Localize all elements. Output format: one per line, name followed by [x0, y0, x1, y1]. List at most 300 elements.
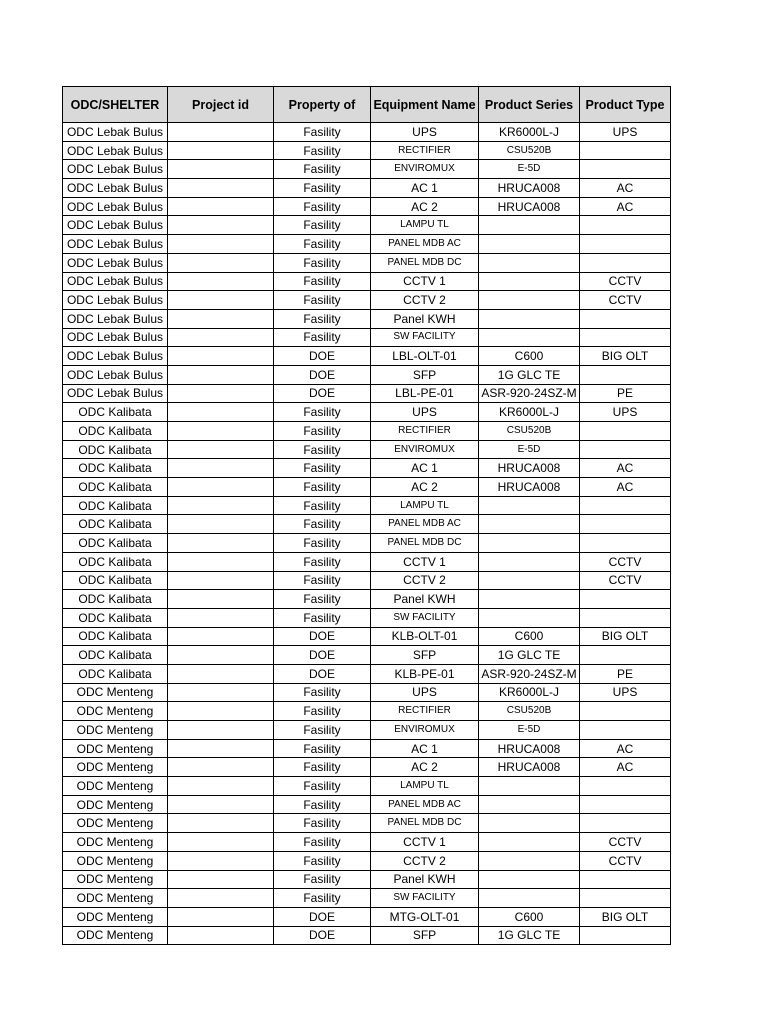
- odc-shelter-cell: ODC Lebak Bulus: [63, 216, 168, 235]
- product-series-cell: C600: [479, 347, 580, 366]
- product-series-cell: [479, 272, 580, 291]
- odc-shelter-cell: ODC Menteng: [63, 814, 168, 833]
- odc-shelter-cell: ODC Lebak Bulus: [63, 328, 168, 347]
- equipment-name-cell: SW FACILITY: [371, 608, 479, 627]
- table-row: [63, 328, 671, 347]
- property-of-cell: Fasility: [274, 422, 371, 441]
- table-row: [63, 459, 671, 478]
- project-id-cell: [168, 627, 274, 646]
- project-id-cell: [168, 197, 274, 216]
- product-series-cell: [479, 291, 580, 310]
- header-product-type: Product Type: [580, 87, 671, 123]
- product-type-cell: [580, 216, 671, 235]
- property-of-cell: Fasility: [274, 216, 371, 235]
- table-row: [63, 889, 671, 908]
- odc-shelter-cell: ODC Kalibata: [63, 478, 168, 497]
- project-id-cell: [168, 646, 274, 665]
- property-of-cell: Fasility: [274, 571, 371, 590]
- table-row: [63, 571, 671, 590]
- odc-shelter-cell: ODC Lebak Bulus: [63, 141, 168, 160]
- property-of-cell: Fasility: [274, 795, 371, 814]
- table-row: [63, 216, 671, 235]
- property-of-cell: Fasility: [274, 552, 371, 571]
- equipment-name-cell: SFP: [371, 926, 479, 945]
- equipment-name-cell: PANEL MDB AC: [371, 795, 479, 814]
- product-type-cell: [580, 235, 671, 254]
- equipment-name-cell: LAMPU TL: [371, 496, 479, 515]
- odc-shelter-cell: ODC Menteng: [63, 683, 168, 702]
- product-type-cell: PE: [580, 384, 671, 403]
- product-series-cell: [479, 833, 580, 852]
- odc-shelter-cell: ODC Menteng: [63, 795, 168, 814]
- odc-shelter-cell: ODC Kalibata: [63, 534, 168, 553]
- product-type-cell: AC: [580, 459, 671, 478]
- project-id-cell: [168, 384, 274, 403]
- equipment-name-cell: SFP: [371, 646, 479, 665]
- property-of-cell: Fasility: [274, 889, 371, 908]
- property-of-cell: Fasility: [274, 235, 371, 254]
- odc-shelter-cell: ODC Menteng: [63, 851, 168, 870]
- product-type-cell: [580, 777, 671, 796]
- odc-shelter-cell: ODC Lebak Bulus: [63, 365, 168, 384]
- project-id-cell: [168, 515, 274, 534]
- project-id-cell: [168, 365, 274, 384]
- product-series-cell: KR6000L-J: [479, 683, 580, 702]
- project-id-cell: [168, 870, 274, 889]
- equipment-name-cell: CCTV 2: [371, 571, 479, 590]
- odc-shelter-cell: ODC Menteng: [63, 889, 168, 908]
- equipment-name-cell: AC 2: [371, 478, 479, 497]
- product-series-cell: [479, 328, 580, 347]
- odc-shelter-cell: ODC Lebak Bulus: [63, 179, 168, 198]
- odc-shelter-cell: ODC Kalibata: [63, 627, 168, 646]
- odc-shelter-cell: ODC Kalibata: [63, 646, 168, 665]
- product-type-cell: AC: [580, 739, 671, 758]
- equipment-name-cell: ENVIROMUX: [371, 440, 479, 459]
- equipment-table: [62, 86, 671, 945]
- product-type-cell: [580, 590, 671, 609]
- odc-shelter-cell: ODC Lebak Bulus: [63, 253, 168, 272]
- product-series-cell: CSU520B: [479, 141, 580, 160]
- product-series-cell: [479, 608, 580, 627]
- odc-shelter-cell: ODC Menteng: [63, 907, 168, 926]
- table-row: [63, 123, 671, 142]
- product-type-cell: [580, 646, 671, 665]
- odc-shelter-cell: ODC Menteng: [63, 702, 168, 721]
- project-id-cell: [168, 702, 274, 721]
- equipment-name-cell: PANEL MDB AC: [371, 515, 479, 534]
- property-of-cell: Fasility: [274, 534, 371, 553]
- project-id-cell: [168, 907, 274, 926]
- odc-shelter-cell: ODC Menteng: [63, 926, 168, 945]
- equipment-name-cell: PANEL MDB DC: [371, 814, 479, 833]
- property-of-cell: Fasility: [274, 851, 371, 870]
- project-id-cell: [168, 590, 274, 609]
- table-row: [63, 608, 671, 627]
- equipment-name-cell: SFP: [371, 365, 479, 384]
- odc-shelter-cell: ODC Menteng: [63, 870, 168, 889]
- project-id-cell: [168, 777, 274, 796]
- equipment-name-cell: PANEL MDB DC: [371, 534, 479, 553]
- table-row: [63, 683, 671, 702]
- product-type-cell: UPS: [580, 683, 671, 702]
- table-body: [63, 123, 671, 945]
- product-series-cell: C600: [479, 627, 580, 646]
- product-type-cell: UPS: [580, 403, 671, 422]
- property-of-cell: DOE: [274, 907, 371, 926]
- product-series-cell: [479, 235, 580, 254]
- product-series-cell: ASR-920-24SZ-M: [479, 384, 580, 403]
- table-row: [63, 384, 671, 403]
- property-of-cell: Fasility: [274, 496, 371, 515]
- table-row: [63, 721, 671, 740]
- product-series-cell: HRUCA008: [479, 459, 580, 478]
- equipment-name-cell: Panel KWH: [371, 309, 479, 328]
- equipment-name-cell: Panel KWH: [371, 590, 479, 609]
- project-id-cell: [168, 123, 274, 142]
- table-row: [63, 870, 671, 889]
- product-type-cell: [580, 141, 671, 160]
- odc-shelter-cell: ODC Kalibata: [63, 571, 168, 590]
- project-id-cell: [168, 814, 274, 833]
- table-row: [63, 515, 671, 534]
- table-row: [63, 646, 671, 665]
- project-id-cell: [168, 403, 274, 422]
- header-equipment-name: Equipment Name: [371, 87, 479, 123]
- table-row: [63, 496, 671, 515]
- odc-shelter-cell: ODC Menteng: [63, 777, 168, 796]
- property-of-cell: Fasility: [274, 814, 371, 833]
- product-type-cell: [580, 440, 671, 459]
- property-of-cell: Fasility: [274, 272, 371, 291]
- property-of-cell: Fasility: [274, 440, 371, 459]
- property-of-cell: Fasility: [274, 197, 371, 216]
- table-row: [63, 141, 671, 160]
- product-series-cell: C600: [479, 907, 580, 926]
- product-type-cell: [580, 496, 671, 515]
- odc-shelter-cell: ODC Menteng: [63, 833, 168, 852]
- project-id-cell: [168, 459, 274, 478]
- equipment-name-cell: MTG-OLT-01: [371, 907, 479, 926]
- odc-shelter-cell: ODC Menteng: [63, 739, 168, 758]
- equipment-name-cell: CCTV 2: [371, 851, 479, 870]
- product-type-cell: BIG OLT: [580, 907, 671, 926]
- table-row: [63, 253, 671, 272]
- odc-shelter-cell: ODC Kalibata: [63, 403, 168, 422]
- product-type-cell: CCTV: [580, 851, 671, 870]
- product-type-cell: [580, 795, 671, 814]
- project-id-cell: [168, 721, 274, 740]
- odc-shelter-cell: ODC Lebak Bulus: [63, 272, 168, 291]
- product-type-cell: CCTV: [580, 272, 671, 291]
- project-id-cell: [168, 496, 274, 515]
- product-series-cell: [479, 496, 580, 515]
- table-row: [63, 795, 671, 814]
- project-id-cell: [168, 889, 274, 908]
- property-of-cell: Fasility: [274, 478, 371, 497]
- table-row: [63, 235, 671, 254]
- project-id-cell: [168, 758, 274, 777]
- product-series-cell: KR6000L-J: [479, 403, 580, 422]
- table-row: [63, 758, 671, 777]
- product-series-cell: CSU520B: [479, 422, 580, 441]
- product-type-cell: AC: [580, 478, 671, 497]
- product-type-cell: AC: [580, 179, 671, 198]
- property-of-cell: DOE: [274, 347, 371, 366]
- product-type-cell: AC: [580, 197, 671, 216]
- property-of-cell: Fasility: [274, 777, 371, 796]
- table-row: [63, 160, 671, 179]
- project-id-cell: [168, 851, 274, 870]
- product-type-cell: CCTV: [580, 552, 671, 571]
- property-of-cell: Fasility: [274, 309, 371, 328]
- table-row: [63, 907, 671, 926]
- project-id-cell: [168, 739, 274, 758]
- property-of-cell: DOE: [274, 365, 371, 384]
- project-id-cell: [168, 347, 274, 366]
- product-series-cell: E-5D: [479, 721, 580, 740]
- product-series-cell: KR6000L-J: [479, 123, 580, 142]
- property-of-cell: Fasility: [274, 459, 371, 478]
- table-row: [63, 702, 671, 721]
- table-row: [63, 197, 671, 216]
- product-series-cell: [479, 216, 580, 235]
- product-type-cell: BIG OLT: [580, 627, 671, 646]
- equipment-name-cell: KLB-OLT-01: [371, 627, 479, 646]
- equipment-name-cell: UPS: [371, 123, 479, 142]
- product-type-cell: [580, 702, 671, 721]
- odc-shelter-cell: ODC Lebak Bulus: [63, 235, 168, 254]
- equipment-name-cell: CCTV 1: [371, 272, 479, 291]
- odc-shelter-cell: ODC Lebak Bulus: [63, 347, 168, 366]
- product-series-cell: [479, 795, 580, 814]
- header-odc-shelter: ODC/SHELTER: [63, 87, 168, 123]
- odc-shelter-cell: ODC Kalibata: [63, 608, 168, 627]
- odc-shelter-cell: ODC Kalibata: [63, 515, 168, 534]
- table-row: [63, 833, 671, 852]
- product-type-cell: [580, 309, 671, 328]
- equipment-name-cell: UPS: [371, 403, 479, 422]
- table-row: [63, 534, 671, 553]
- product-series-cell: 1G GLC TE: [479, 365, 580, 384]
- equipment-name-cell: PANEL MDB AC: [371, 235, 479, 254]
- odc-shelter-cell: ODC Kalibata: [63, 552, 168, 571]
- project-id-cell: [168, 440, 274, 459]
- property-of-cell: Fasility: [274, 291, 371, 310]
- product-type-cell: UPS: [580, 123, 671, 142]
- equipment-name-cell: Panel KWH: [371, 870, 479, 889]
- product-type-cell: [580, 253, 671, 272]
- table-row: [63, 664, 671, 683]
- table-row: [63, 440, 671, 459]
- product-series-cell: HRUCA008: [479, 739, 580, 758]
- header-project-id: Project id: [168, 87, 274, 123]
- property-of-cell: Fasility: [274, 160, 371, 179]
- odc-shelter-cell: ODC Kalibata: [63, 496, 168, 515]
- table-row: [63, 627, 671, 646]
- equipment-name-cell: RECTIFIER: [371, 422, 479, 441]
- odc-shelter-cell: ODC Lebak Bulus: [63, 309, 168, 328]
- product-series-cell: ASR-920-24SZ-M: [479, 664, 580, 683]
- project-id-cell: [168, 608, 274, 627]
- property-of-cell: DOE: [274, 627, 371, 646]
- table-row: [63, 272, 671, 291]
- product-series-cell: HRUCA008: [479, 478, 580, 497]
- product-series-cell: HRUCA008: [479, 758, 580, 777]
- property-of-cell: DOE: [274, 384, 371, 403]
- product-type-cell: [580, 814, 671, 833]
- product-type-cell: PE: [580, 664, 671, 683]
- odc-shelter-cell: ODC Kalibata: [63, 664, 168, 683]
- equipment-name-cell: LBL-PE-01: [371, 384, 479, 403]
- odc-shelter-cell: ODC Kalibata: [63, 590, 168, 609]
- table-row: [63, 309, 671, 328]
- product-type-cell: [580, 534, 671, 553]
- header-product-series: Product Series: [479, 87, 580, 123]
- product-series-cell: CSU520B: [479, 702, 580, 721]
- table-row: [63, 777, 671, 796]
- equipment-name-cell: LAMPU TL: [371, 777, 479, 796]
- equipment-name-cell: CCTV 2: [371, 291, 479, 310]
- product-type-cell: [580, 870, 671, 889]
- equipment-name-cell: ENVIROMUX: [371, 160, 479, 179]
- product-series-cell: E-5D: [479, 160, 580, 179]
- table-row: [63, 347, 671, 366]
- project-id-cell: [168, 552, 274, 571]
- project-id-cell: [168, 309, 274, 328]
- product-type-cell: [580, 160, 671, 179]
- product-series-cell: [479, 309, 580, 328]
- odc-shelter-cell: ODC Menteng: [63, 721, 168, 740]
- property-of-cell: Fasility: [274, 141, 371, 160]
- product-type-cell: [580, 889, 671, 908]
- equipment-name-cell: CCTV 1: [371, 833, 479, 852]
- equipment-name-cell: RECTIFIER: [371, 702, 479, 721]
- odc-shelter-cell: ODC Lebak Bulus: [63, 291, 168, 310]
- project-id-cell: [168, 795, 274, 814]
- equipment-name-cell: UPS: [371, 683, 479, 702]
- table-row: [63, 179, 671, 198]
- property-of-cell: DOE: [274, 646, 371, 665]
- odc-shelter-cell: ODC Lebak Bulus: [63, 160, 168, 179]
- product-type-cell: CCTV: [580, 571, 671, 590]
- equipment-name-cell: LAMPU TL: [371, 216, 479, 235]
- project-id-cell: [168, 272, 274, 291]
- project-id-cell: [168, 683, 274, 702]
- property-of-cell: Fasility: [274, 515, 371, 534]
- odc-shelter-cell: ODC Lebak Bulus: [63, 197, 168, 216]
- product-type-cell: [580, 608, 671, 627]
- table-row: [63, 739, 671, 758]
- product-type-cell: CCTV: [580, 291, 671, 310]
- property-of-cell: Fasility: [274, 253, 371, 272]
- equipment-name-cell: AC 2: [371, 197, 479, 216]
- table-row: [63, 365, 671, 384]
- equipment-name-cell: SW FACILITY: [371, 889, 479, 908]
- project-id-cell: [168, 926, 274, 945]
- table-row: [63, 422, 671, 441]
- project-id-cell: [168, 235, 274, 254]
- property-of-cell: Fasility: [274, 870, 371, 889]
- project-id-cell: [168, 478, 274, 497]
- property-of-cell: Fasility: [274, 758, 371, 777]
- project-id-cell: [168, 253, 274, 272]
- product-type-cell: AC: [580, 758, 671, 777]
- product-series-cell: [479, 590, 580, 609]
- product-series-cell: [479, 870, 580, 889]
- product-series-cell: HRUCA008: [479, 197, 580, 216]
- project-id-cell: [168, 833, 274, 852]
- equipment-name-cell: AC 1: [371, 739, 479, 758]
- product-type-cell: [580, 365, 671, 384]
- product-series-cell: [479, 889, 580, 908]
- equipment-name-cell: KLB-PE-01: [371, 664, 479, 683]
- property-of-cell: Fasility: [274, 590, 371, 609]
- property-of-cell: Fasility: [274, 721, 371, 740]
- product-type-cell: [580, 328, 671, 347]
- product-series-cell: [479, 534, 580, 553]
- property-of-cell: Fasility: [274, 683, 371, 702]
- odc-shelter-cell: ODC Kalibata: [63, 459, 168, 478]
- product-type-cell: [580, 721, 671, 740]
- product-series-cell: [479, 571, 580, 590]
- table-row: [63, 926, 671, 945]
- table-row: [63, 552, 671, 571]
- table-row: [63, 851, 671, 870]
- product-series-cell: [479, 552, 580, 571]
- project-id-cell: [168, 571, 274, 590]
- table-row: [63, 814, 671, 833]
- equipment-name-cell: AC 2: [371, 758, 479, 777]
- project-id-cell: [168, 664, 274, 683]
- equipment-name-cell: ENVIROMUX: [371, 721, 479, 740]
- odc-shelter-cell: ODC Lebak Bulus: [63, 384, 168, 403]
- odc-shelter-cell: ODC Lebak Bulus: [63, 123, 168, 142]
- equipment-name-cell: RECTIFIER: [371, 141, 479, 160]
- property-of-cell: Fasility: [274, 702, 371, 721]
- product-series-cell: E-5D: [479, 440, 580, 459]
- project-id-cell: [168, 216, 274, 235]
- product-series-cell: HRUCA008: [479, 179, 580, 198]
- product-type-cell: BIG OLT: [580, 347, 671, 366]
- equipment-name-cell: AC 1: [371, 179, 479, 198]
- product-type-cell: [580, 515, 671, 534]
- table-row: [63, 291, 671, 310]
- product-type-cell: [580, 926, 671, 945]
- project-id-cell: [168, 422, 274, 441]
- equipment-name-cell: CCTV 1: [371, 552, 479, 571]
- product-series-cell: 1G GLC TE: [479, 646, 580, 665]
- property-of-cell: Fasility: [274, 739, 371, 758]
- project-id-cell: [168, 179, 274, 198]
- property-of-cell: Fasility: [274, 608, 371, 627]
- product-series-cell: [479, 851, 580, 870]
- project-id-cell: [168, 328, 274, 347]
- odc-shelter-cell: ODC Menteng: [63, 758, 168, 777]
- property-of-cell: Fasility: [274, 403, 371, 422]
- table-row: [63, 403, 671, 422]
- project-id-cell: [168, 160, 274, 179]
- product-type-cell: [580, 422, 671, 441]
- product-series-cell: [479, 515, 580, 534]
- project-id-cell: [168, 534, 274, 553]
- equipment-name-cell: PANEL MDB DC: [371, 253, 479, 272]
- equipment-name-cell: LBL-OLT-01: [371, 347, 479, 366]
- property-of-cell: Fasility: [274, 833, 371, 852]
- equipment-name-cell: SW FACILITY: [371, 328, 479, 347]
- header-property-of: Property of: [274, 87, 371, 123]
- table-row: [63, 590, 671, 609]
